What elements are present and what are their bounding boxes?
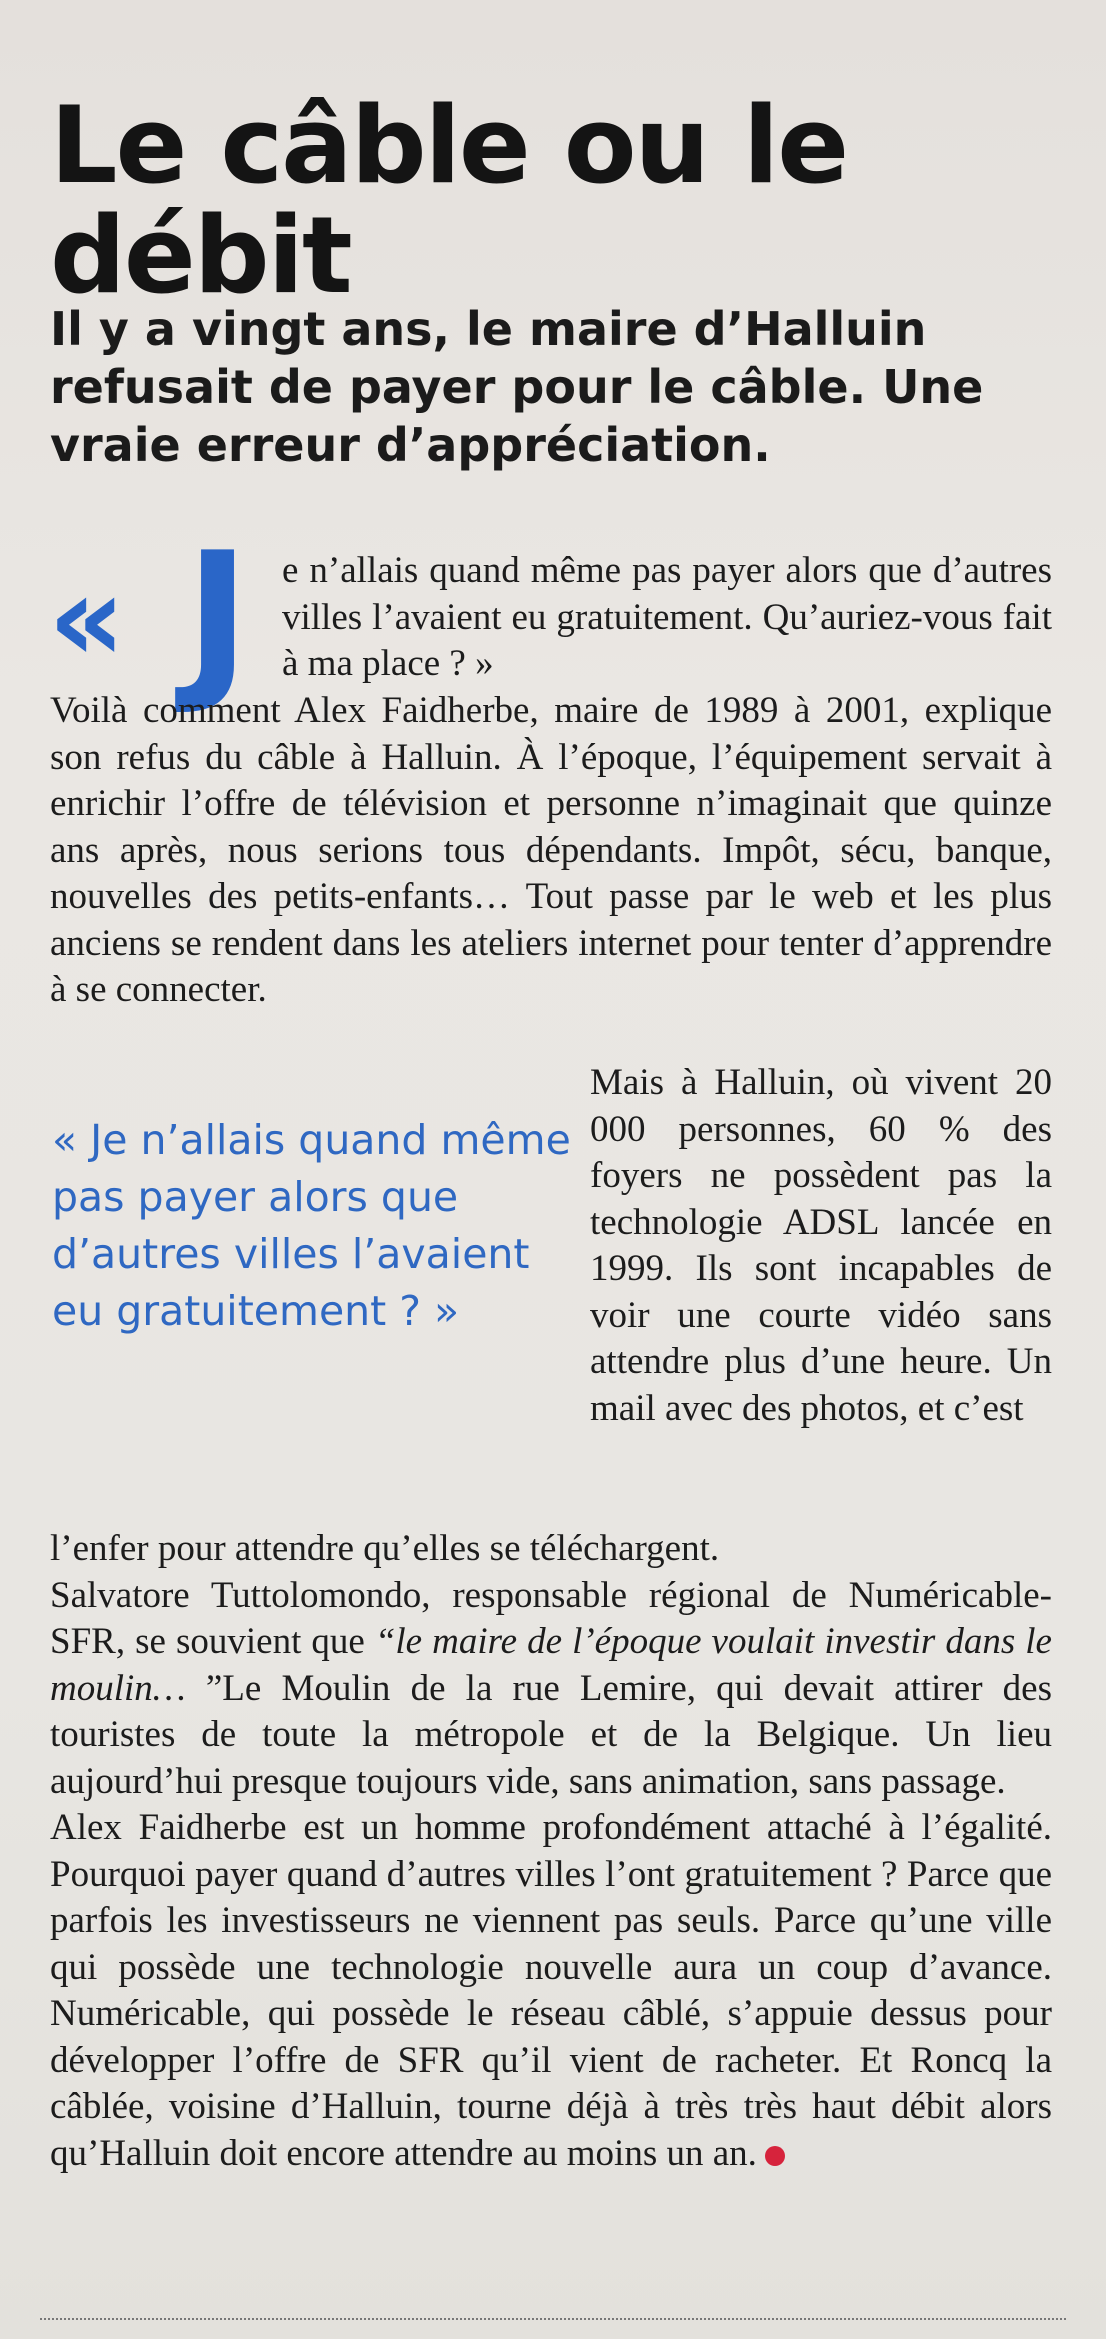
paragraph-4 [50, 1805, 1052, 2177]
end-of-article-icon [765, 2146, 785, 2166]
paragraph-2-column [590, 1060, 1052, 1432]
bottom-divider [40, 2318, 1066, 2320]
drop-cap: J [185, 516, 251, 719]
paragraph-1-text: Voilà comment Alex Faidherbe, maire de 1989 à 2001, explique son refus du câble à Halluin. À l’époque, l’équipement servait à enrichir l’offre de télévision et personne n’imaginait que quinze ans après, nous serions tous dépendants. Impôt, sécu, banque, nouvelles des petits-enfants… Tout passe par le web et les plus anciens se rendent dans les ateliers internet pour tenter d’apprendre à se connecter. [50, 690, 1052, 1010]
opening-quote-icon: « [48, 550, 126, 689]
lead-text: e n’allais quand même pas payer alors que d’autres villes l’avaient eu gratuitement. Qu’auriez-vous fait à ma place ? » [282, 550, 1052, 684]
paragraph-2-start: Mais à Halluin, où vivent 20 000 personnes, 60 % des foyers ne possèdent pas la technologie ADSL lancée en 1999. Ils sont incapables de voir une courte vidéo sans attendre plus d’une heure. Un mail avec des photos, et c’est [590, 1062, 1052, 1429]
paragraph-3-after: ”Le Moulin de la rue Lemire, qui devait attirer des touristes de toute la métropole et de la Belgique. Un lieu aujourd’hui presque toujours vide, sans animation, sans passage. [50, 1667, 1052, 1802]
paragraph-2-end: l’enfer pour attendre qu’elles se téléchargent. [50, 1528, 720, 1569]
paragraph-4-text: Alex Faidherbe est un homme profondément attaché à l’égalité. Pourquoi payer quand d’autres villes l’ont gratuitement ? Parce que parfois les investisseurs ne viennent pas seuls. Parce qu’une ville qui possède une technologie nouvelle aura un coup d’avance. Numéricable, qui possède le réseau câblé, s’appuie dessus pour développer l’offre de SFR qu’il vient de racheter. Et Roncq la câblée, voisine d’Halluin, tourne déjà à très très haut débit alors qu’Halluin doit encore attendre au moins un an. [50, 1807, 1052, 2174]
paragraph-3-before: Salvatore Tuttolomondo, responsable régional de Numéricable-SFR, se souvient que [50, 1574, 1052, 1662]
paragraph-3-quote: “le maire de l’époque voulait investir dans le moulin… [50, 1621, 1052, 1709]
paragraph-3 [50, 1573, 1052, 1806]
pull-quote: « Je n’allais quand même pas payer alors que d’autres villes l’avaient eu gratuitement ? » [52, 1116, 571, 1335]
headline: Le câble ou le débit [50, 84, 848, 318]
paragraph-1 [50, 688, 1052, 1014]
subheadline: Il y a vingt ans, le maire d’Halluin refusait de payer pour le câble. Une vraie erreur d’appréciation. [50, 302, 984, 472]
lead-quote [282, 548, 1052, 688]
article-continuation [50, 1526, 1052, 2177]
